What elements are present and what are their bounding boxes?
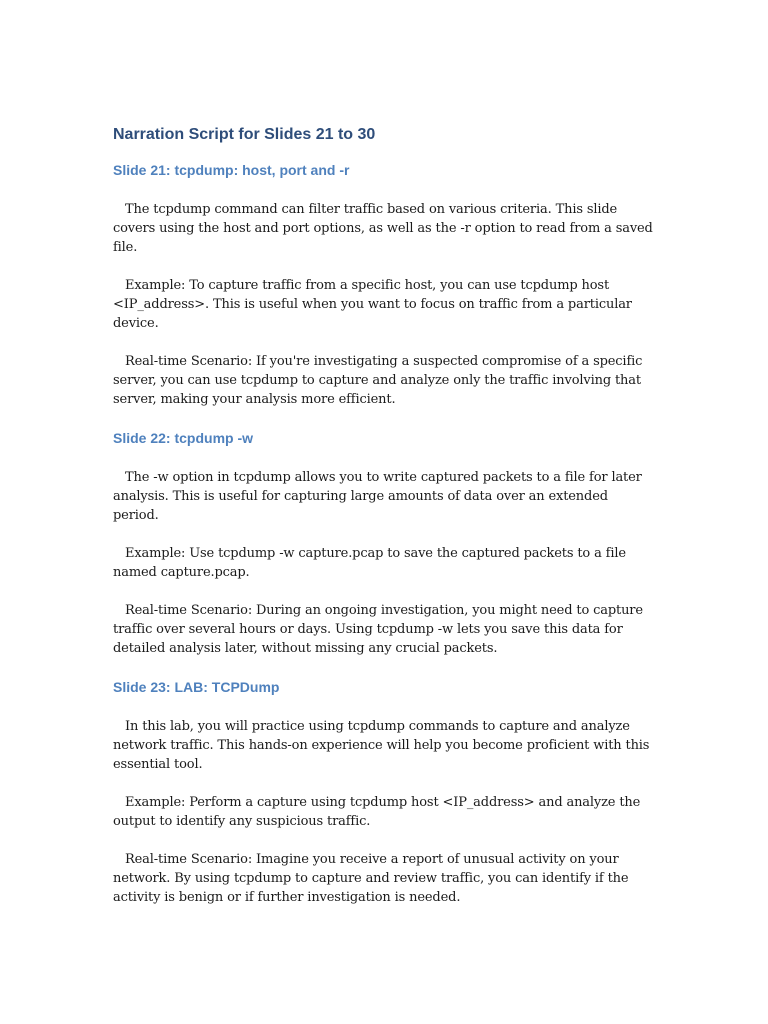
paragraph: Example: Perform a capture using tcpdump host <IP_address> and analyze the output to identify any suspicious traffic.: [113, 795, 641, 829]
paragraph: Real-time Scenario: During an ongoing investigation, you might need to capture traffic over several hours or days. Using tcpdump -w lets you save this data for detailed analysis later, without missing any crucial packets.: [113, 603, 643, 656]
section-slide-22: [113, 428, 656, 658]
paragraph: Real-time Scenario: If you're investigating a suspected compromise of a specific server, you can use tcpdump to capture and analyze only the traffic involving that server, making your analysis more efficient.: [113, 354, 643, 407]
section-heading: Slide 22: tcpdump -w: [113, 430, 254, 446]
paragraph: The -w option in tcpdump allows you to write captured packets to a file for later analysis. This is useful for capturing large amounts of data over an extended period.: [113, 470, 642, 523]
section-slide-23: [113, 677, 656, 907]
document-title: Narration Script for Slides 21 to 30: [113, 126, 376, 143]
paragraph: Real-time Scenario: Imagine you receive a report of unusual activity on your network. By using tcpdump to capture and review traffic, you can identify if the activity is benign or if further investigation is needed.: [113, 852, 629, 905]
paragraph: Example: Use tcpdump -w capture.pcap to save the captured packets to a file named capture.pcap.: [113, 546, 626, 580]
section-heading: Slide 23: LAB: TCPDump: [113, 679, 280, 695]
paragraph: Example: To capture traffic from a specific host, you can use tcpdump host <IP_address>. This is useful when you want to focus on traffic from a particular device.: [113, 278, 632, 331]
section-slide-21: [113, 160, 656, 409]
section-heading: Slide 21: tcpdump: host, port and -r: [113, 162, 350, 178]
paragraph: The tcpdump command can filter traffic based on various criteria. This slide covers using the host and port options, as well as the -r option to read from a saved file.: [113, 202, 653, 255]
paragraph: In this lab, you will practice using tcpdump commands to capture and analyze network traffic. This hands-on experience will help you become proficient with this essential tool.: [113, 719, 650, 772]
